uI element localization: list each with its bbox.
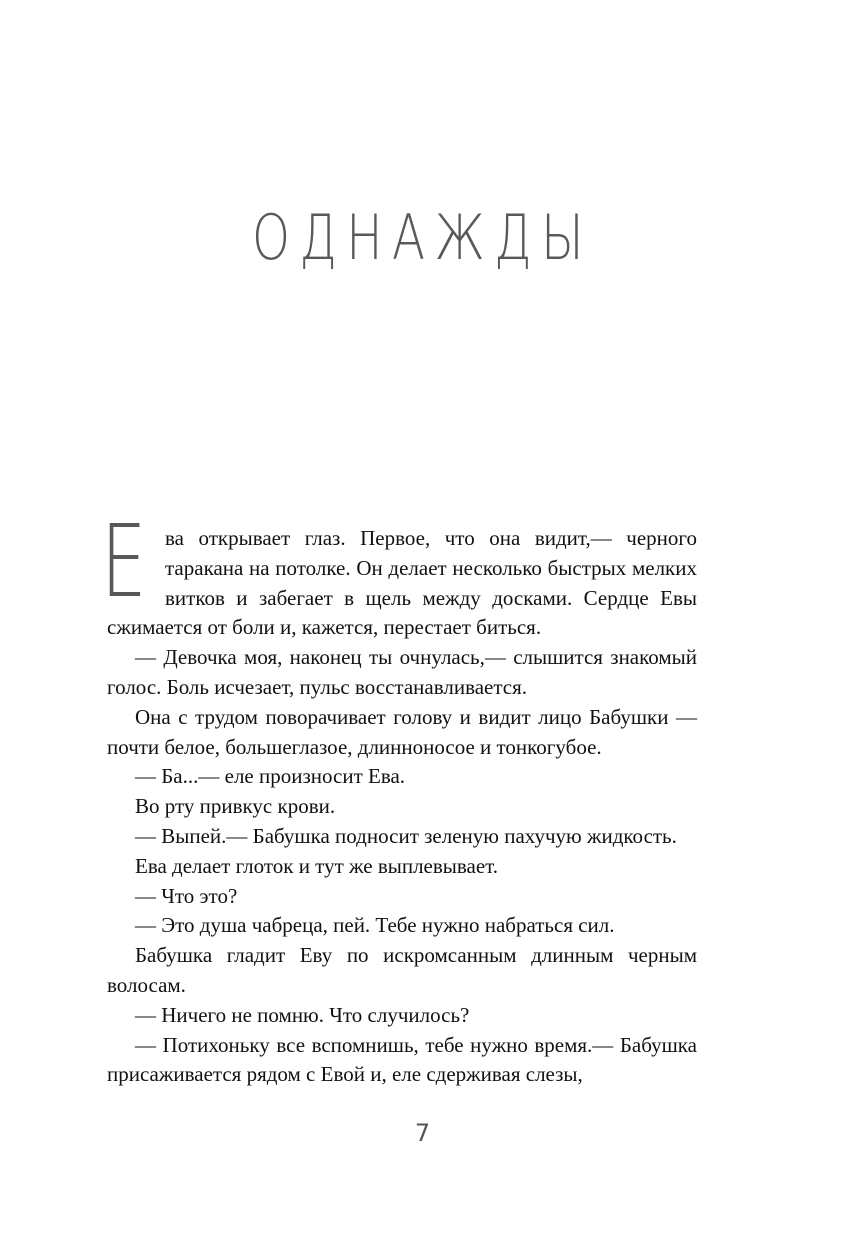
paragraph-6: — Выпей.— Бабушка подносит зеленую пахучую жидкость. <box>135 823 677 848</box>
paragraph-1-text: ва открывает глаз. Первое, что она видит,— черного таракана на потолке. Он делает несколько быстрых мелких витков и забегает в щель между досками. Сердце Евы сжимается от боли и, кажется, перестает биться. <box>107 526 697 640</box>
paragraph-7: Ева делает глоток и тут же выплевывает. <box>135 853 499 878</box>
paragraph-11: — Ничего не помню. Что случилось? <box>135 1002 470 1027</box>
paragraph-2: — Девочка моя, наконец ты очнулась,— слышится знакомый голос. Боль исчезает, пульс восстанавливается. <box>107 645 697 699</box>
paragraph-9: — Это душа чабреца, пей. Тебе нужно набраться сил. <box>135 913 615 938</box>
paragraph-10: Бабушка гладит Еву по искромсанным длинным черным волосам. <box>107 943 697 997</box>
chapter-title: ОДНАЖДЫ <box>251 201 594 274</box>
paragraph-3: Она с трудом поворачивает голову и видит лицо Бабушки — почти белое, большеглазое, длинноносое и тонкогубое. <box>107 704 697 759</box>
paragraph-5: Во рту привкус крови. <box>135 794 336 819</box>
drop-cap: Е <box>101 503 147 620</box>
page-number: 7 <box>414 1119 431 1147</box>
paragraph-4: — Ба...— еле произносит Ева. <box>135 764 406 789</box>
paragraph-1 <box>101 503 697 643</box>
paragraph-12: — Потихоньку все вспомнишь, тебе нужно время.— Бабушка присаживается рядом с Евой и, еле сдерживая слезы, <box>107 1032 697 1087</box>
paragraph-8: — Что это? <box>135 883 238 908</box>
body-text <box>101 503 697 1090</box>
